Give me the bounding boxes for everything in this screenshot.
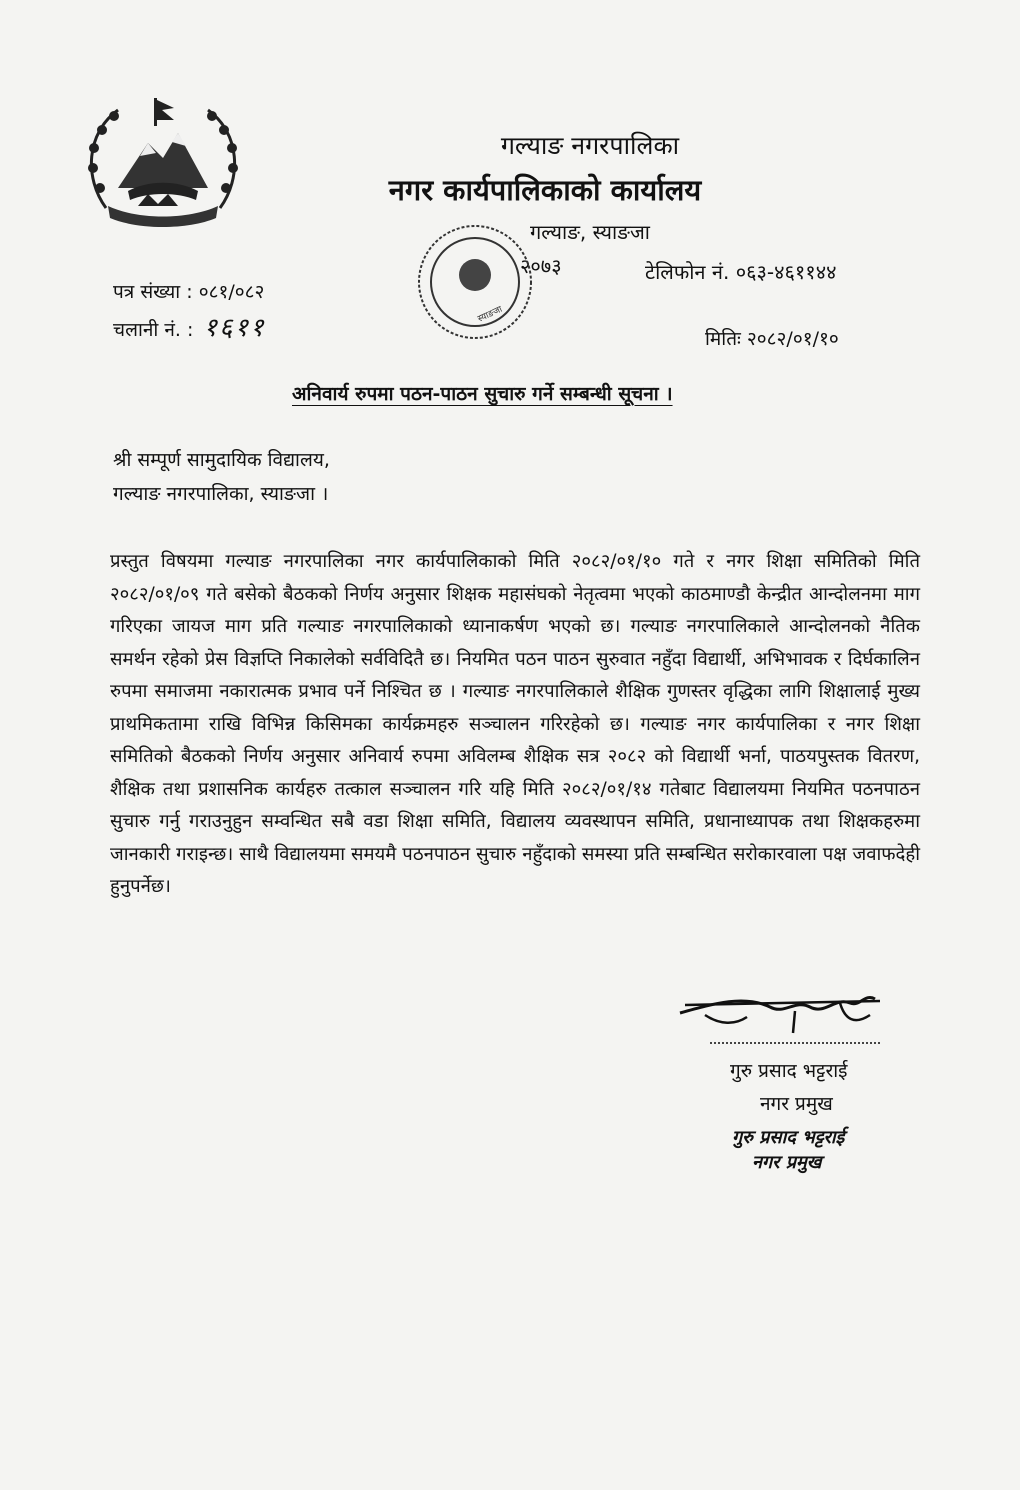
name-stamp: गुरु प्रसाद भट्टराई bbox=[732, 1127, 845, 1148]
office-location: गल्याङ, स्याङजा bbox=[530, 220, 650, 244]
dispatch-number: १६११ bbox=[203, 313, 266, 343]
dispatch-label: चलानी नं. : bbox=[113, 319, 194, 341]
signatory-name: गुरु प्रसाद भट्टराई bbox=[730, 1060, 848, 1082]
reference-number: पत्र संख्या : ०८१/०८२ bbox=[113, 281, 265, 303]
addressee-line-2: गल्याङ नगरपालिका, स्याङजा । bbox=[113, 483, 329, 505]
addressee-line-1: श्री सम्पूर्ण सामुदायिक विद्यालय, bbox=[113, 449, 330, 471]
nepal-emblem-icon bbox=[78, 88, 248, 238]
letter-subject: अनिवार्य रुपमा पठन-पाठन सुचारु गर्ने सम्बन्धी सूचना । bbox=[292, 383, 673, 405]
office-name: नगर कार्यपालिकाको कार्यालय bbox=[388, 173, 702, 207]
title-stamp: नगर प्रमुख bbox=[752, 1152, 822, 1173]
handwritten-signature bbox=[675, 985, 885, 1045]
letter-date: मितिः २०८२/०१/१० bbox=[705, 328, 839, 350]
signatory-title: नगर प्रमुख bbox=[760, 1093, 833, 1115]
municipality-name: गल्याङ नगरपालिका bbox=[500, 131, 680, 160]
signature-line bbox=[710, 1042, 880, 1044]
dispatch-number-row bbox=[113, 308, 266, 344]
letter-body: प्रस्तुत विषयमा गल्याङ नगरपालिका नगर कार्यपालिकाको मिति २०८२/०१/१० गते र नगर शिक्षा समितिको मिति २०८२/०१/०९ गते बसेको बैठकको निर्णय अनुसार शिक्षक महासंघको नेतृत्वमा भएको काठमाण्डौ केन्द्रीत आन्दोलनमा माग गरिएका जायज माग प्रति गल्याङ नगरपालिकाको ध्यानाकर्षण भएको छ। गल्याङ नगरपालिकाले आन्दोलनको नैतिक समर्थन रहेको प्रेस विज्ञप्ति निकालेको सर्वविदितै छ। नियमित पठन पाठन सुरुवात नहुँदा विद्यार्थी, अभिभावक र दिर्घकालिन रुपमा समाजमा नकारात्मक प्रभाव पर्ने निश्चित छ । गल्याङ नगरपालिकाले शैक्षिक गुणस्तर वृद्धिका लागि शिक्षालाई मुख्य प्राथमिकतामा राखि विभिन्न किसिमका कार्यक्रमहरु सञ्चालन गरिरहेको छ। गल्याङ नगर कार्यपालिका र नगर शिक्षा समितिको बैठकको निर्णय अनुसार अनिवार्य रुपमा अविलम्ब शैक्षिक सत्र २०८२ को विद्यार्थी भर्ना, पाठयपुस्तक वितरण, शैक्षिक तथा प्रशासनिक कार्यहरु तत्काल सञ्चालन गरि यहि मिति २०८२/०१/१४ गतेबाट विद्यालयमा नियमित पठनपाठन सुचारु गर्नु गराउनुहुन सम्वन्धित सबै वडा शिक्षा समिति, विद्यालय व्यवस्थापन समिति, प्रधानाध्यापक तथा शिक्षकहरुमा जानकारी गराइन्छ। साथै विद्यालयमा समयमै पठनपाठन सुचारु नहुँदाको समस्या प्रति सम्बन्धित सरोकारवाला पक्ष जवाफदेही हुनुपर्नेछ। bbox=[110, 551, 920, 897]
office-seal-stamp bbox=[400, 220, 550, 350]
telephone-number: टेलिफोन नं. ०६३-४६११४४ bbox=[645, 260, 837, 284]
svg-text:स्याङजा: स्याङजा bbox=[476, 304, 505, 325]
establishment-year: २०७३ bbox=[520, 254, 562, 278]
